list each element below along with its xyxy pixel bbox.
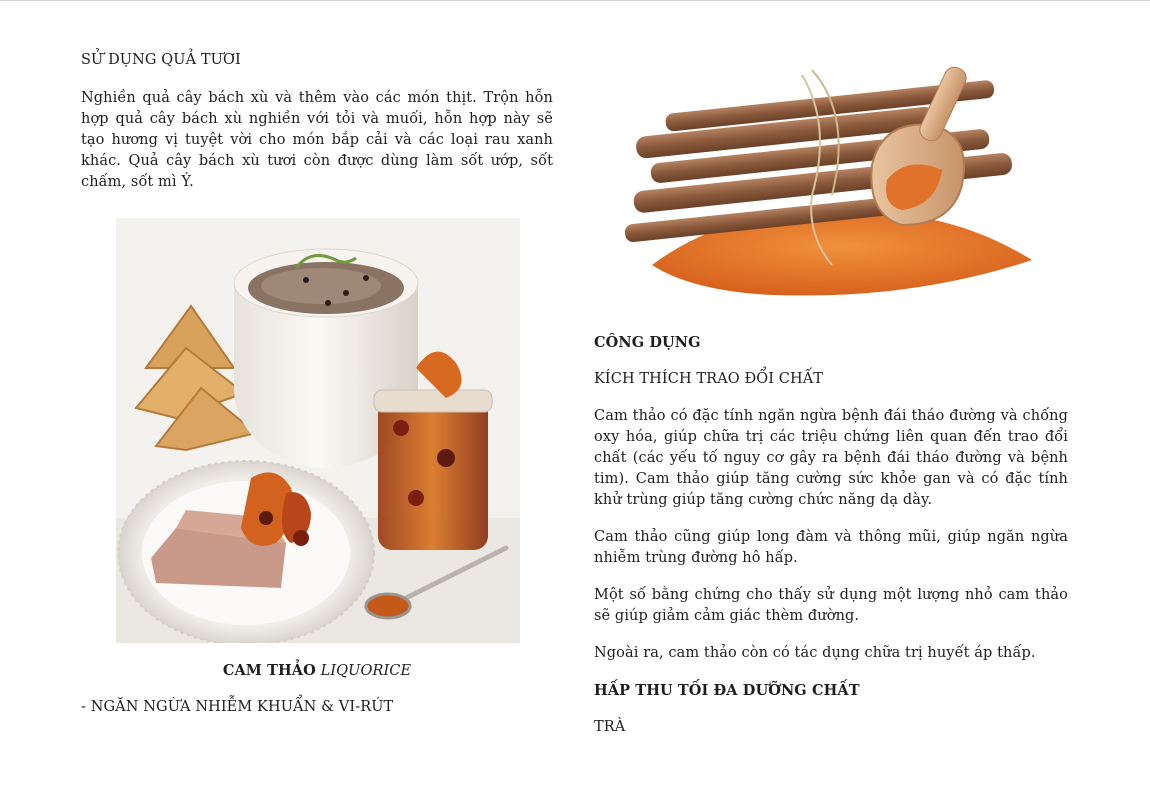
liquorice-root-photo <box>612 55 1042 305</box>
heading-absorb: HẤP THU TỐI ĐA DƯỠNG CHẤT <box>594 682 860 699</box>
paragraph-uses-4: Ngoài ra, cam thảo còn có tác dụng chữa trị huyết áp thấp. <box>594 645 1036 661</box>
page-top-rule <box>0 0 1150 1</box>
caption-name: CAM THẢO <box>222 662 316 679</box>
paragraph-uses-2: Cam thảo cũng giúp long đàm và thông mũi, giúp ngăn ngừa nhiễm trùng đường hô hấp. <box>594 529 1068 566</box>
paragraph-uses-3: Một số bằng chứng cho thấy sử dụng một lượng nhỏ cam thảo sẽ giúp giảm cảm giác thèm đường. <box>594 587 1068 624</box>
caption-liquorice <box>81 660 553 682</box>
paragraph-uses-1: Cam thảo có đặc tính ngăn ngừa bệnh đái tháo đường và chống oxy hóa, giúp chữa trị các triệu chứng liên quan đến trao đổi chất (các yếu tố nguy cơ gây ra bệnh đái tháo đường và bệnh tim). Cam thảo giúp tăng cường sức khỏe gan và có đặc tính khử trùng giúp tăng cường chức năng dạ dày. <box>594 408 1068 508</box>
paragraph-fresh-berries: Nghiền quả cây bách xù và thêm vào các món thịt. Trộn hỗn hợp quả cây bách xù nghiền với tỏi và muối, hỗn hợp này sẽ tạo hương vị tuyệt vời cho món bắp cải và các loại rau xanh khác. Quả cây bách xù tươi còn được dùng làm sốt ướp, sốt chấm, sốt mì Ý. <box>81 90 553 190</box>
heading-fresh-berries: SỬ DỤNG QUẢ TƯƠI <box>81 52 241 68</box>
subheading-tea: TRÀ <box>594 719 626 735</box>
pate-photo <box>116 218 520 643</box>
heading-uses: CÔNG DỤNG <box>594 334 701 351</box>
subheading-metabolism: KÍCH THÍCH TRAO ĐỔI CHẤT <box>594 371 824 387</box>
caption-latin: LIQUORICE <box>320 663 412 679</box>
benefit-line: - NGĂN NGỪA NHIỄM KHUẨN & VI-RÚT <box>81 699 394 715</box>
